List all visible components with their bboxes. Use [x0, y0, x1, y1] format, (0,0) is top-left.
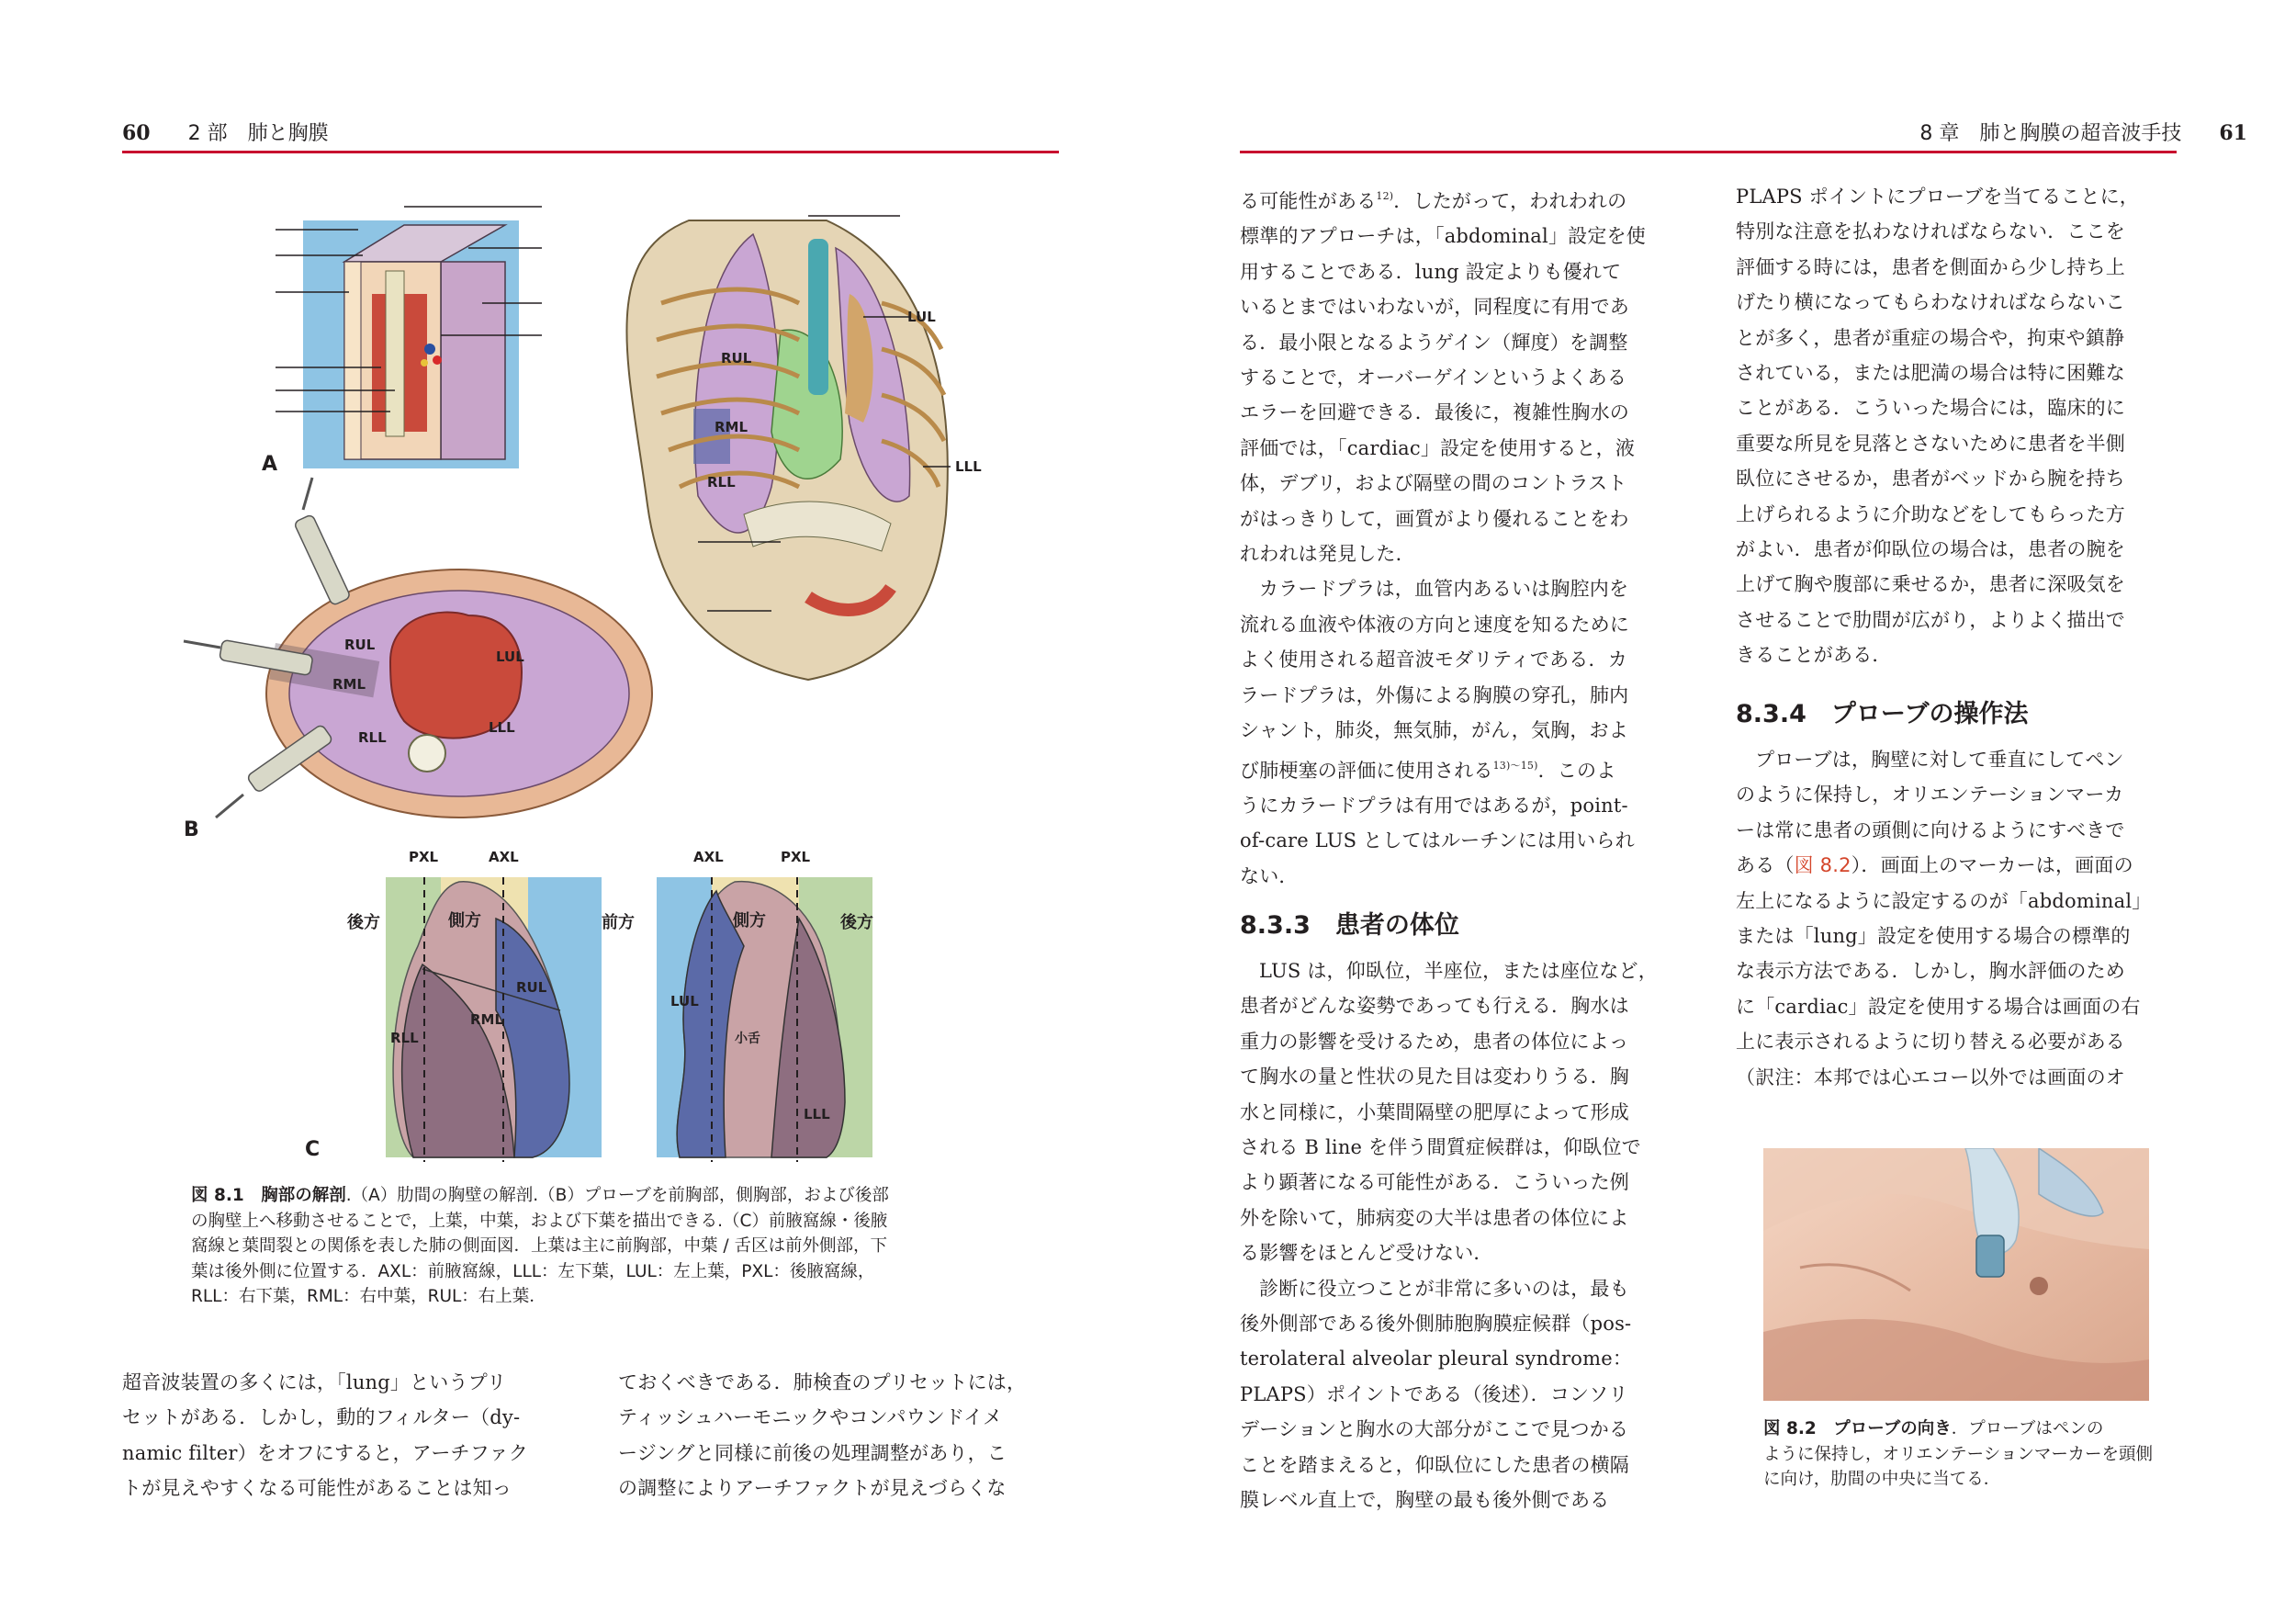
- lat-right-axl: AXL: [693, 849, 724, 865]
- r1p2-line-8: of-care LUS としてはルーチンには用いられ: [1240, 829, 1635, 852]
- r1p4-line-3: terolateral alveolar pleural syndrome：: [1240, 1348, 1633, 1370]
- caption-8-1-line-3: 窩線と葉間裂との関係を表した肺の側面図．上葉は主に前胸部，中葉 / 舌区は前外側部，下: [191, 1236, 887, 1256]
- figure-8-2-photo: [1763, 1148, 2149, 1401]
- r2p2-line-4b: ）．画面上のマーカーは，画面の: [1851, 854, 2133, 877]
- lat-right-posterior: 後方: [840, 913, 873, 932]
- left-col1-line-4: トが見えやすくなる可能性があることは知っ: [122, 1477, 512, 1500]
- lat-right-lingula: 小舌: [735, 1032, 760, 1046]
- r1p1-line-8: 評価では，「cardiac」設定を使用すると，液: [1240, 436, 1636, 459]
- caption-8-2-label: 図 8.2 プローブの向き: [1763, 1419, 1952, 1438]
- r2p1-line-4: げたり横になってもらわなければならないこ: [1736, 291, 2125, 314]
- r1p1-line-9: 体，デブリ，および隔壁の間のコントラスト: [1240, 472, 1627, 495]
- r2p1-line-1: PLAPS ポイントにプローブを当てることに，: [1736, 186, 2139, 208]
- left-col-2: [618, 1365, 1064, 1506]
- r2p2-line-5: 左上になるように設定するのが「abdominal」: [1736, 889, 2152, 912]
- caption-8-2-line-2: ように保持し，オリエンテーションマーカーを頭側に向け，肋間の中央に当てる．: [1763, 1444, 2154, 1489]
- r1p1-line-1b: ．したがって，われわれの: [1393, 190, 1627, 212]
- section-label-rml: RML: [332, 676, 366, 693]
- r1p4-line-6: ことを踏まえると，仰臥位にした患者の横隔: [1240, 1453, 1629, 1476]
- right-col-2-top: [1736, 179, 2177, 673]
- r2p1-line-7: ことがある．こういった場合には，臨床的に: [1736, 397, 2125, 420]
- r1p3-line-6: される B line を伴う間質症候群は，仰臥位で: [1240, 1136, 1641, 1159]
- figure-8-1-caption: [191, 1183, 1018, 1310]
- figure-8-2-link[interactable]: 図 8.2: [1794, 854, 1851, 877]
- r1p2-line-5: シャント，肺炎，無気肺，がん，気胸，およ: [1240, 719, 1628, 742]
- caption-8-2-line-1: ．プローブはペンの: [1951, 1419, 2104, 1438]
- section-heading-8-3-4: 8.3.4 プローブの操作法: [1736, 700, 2029, 728]
- right-page: [1148, 0, 2296, 1624]
- probe-anterior: [294, 478, 351, 606]
- r1p3-line-7: より顕著になる可能性がある．こういった例: [1240, 1171, 1629, 1194]
- r2p1-line-6: されている，または肥満の場合は特に困難な: [1736, 362, 2125, 385]
- panel-b-cross-section: [184, 478, 652, 841]
- r1p3-line-9: る影響をほとんど受けない．: [1240, 1242, 1493, 1265]
- right-running-head: [1919, 118, 2247, 154]
- section-label-lll: LLL: [489, 719, 515, 736]
- r2p1-line-9: 臥位にさせるか，患者がベッドから腕を持ち: [1736, 468, 2125, 491]
- r1p1-line-7: エラーを回避できる．最後に，複雑性胸水の: [1240, 401, 1629, 424]
- r1p1-line-3: 用することである．lung 設定よりも優れて: [1240, 260, 1622, 283]
- panel-b-label: B: [184, 818, 199, 841]
- left-col1-line-1: 超音波装置の多くには，「lung」というプリ: [122, 1371, 507, 1393]
- r2p2-line-1: プローブは，胸壁に対して垂直にしてペン: [1755, 749, 2124, 771]
- r2p1-line-11: がよい．患者が仰臥位の場合は，患者の腕を: [1736, 538, 2125, 561]
- left-col2-line-4: の調整によりアーチファクトが見えづらくな: [618, 1477, 1007, 1500]
- ref-12: 12): [1376, 190, 1394, 202]
- lat-right-lul: LUL: [670, 993, 699, 1009]
- lat-left-lateral: 側方: [448, 911, 481, 930]
- lat-left-rul: RUL: [516, 979, 547, 996]
- r1p2-line-6a: び肺梗塞の評価に使用される: [1240, 759, 1493, 782]
- r2p1-line-8: 重要な所見を見落とさないために患者を半側: [1736, 432, 2125, 455]
- r2p1-line-5: とが多く，患者が重症の場合や，拘束や鎮静: [1736, 326, 2125, 349]
- right-col-1-bottom: [1240, 953, 1690, 1518]
- part-title: 2 部 肺と胸膜: [187, 122, 329, 145]
- r1p4-line-1: 診断に役立つことが非常に多いのは，最も: [1259, 1277, 1629, 1300]
- left-col1-line-3: namic filter）をオフにすると，アーチファク: [122, 1441, 528, 1464]
- r2p1-line-2: 特別な注意を払わなければならない．ここを: [1736, 220, 2125, 243]
- panel-a-chest-wall: [262, 207, 542, 476]
- figure-8-1: [165, 184, 1047, 1180]
- r1p1-line-5: る．最小限となるようゲイン（輝度）を調整: [1240, 331, 1628, 354]
- lat-left-posterior: 後方: [347, 913, 380, 932]
- caption-8-1-line-1: .（A）肋間の胸壁の解剖.（B）プローブを前胸部，側胸部，および後部: [345, 1186, 889, 1205]
- r1p1-line-10: がはっきりして，画質がより優れることをわ: [1240, 507, 1629, 530]
- chest-label-lul: LUL: [907, 309, 936, 325]
- lat-left-pxl: PXL: [409, 849, 439, 865]
- left-col1-line-2: セットがある．しかし，動的フィルター（dy-: [122, 1406, 521, 1429]
- r2p2-line-9: 上に表示されるように切り替える必要がある: [1736, 1031, 2125, 1054]
- r1p2-line-6b: ．このよ: [1537, 759, 1616, 782]
- figure-8-2-caption: [1763, 1416, 2167, 1493]
- r1p1-line-11: れわれは発見した．: [1240, 543, 1415, 566]
- r2p2-line-3: ーは常に患者の頭側に向けるようにすべきで: [1736, 818, 2125, 841]
- left-header-rule: [122, 151, 1059, 153]
- caption-8-1-line-4: 葉は後外側に位置する．AXL：前腋窩線，LLL：左下葉，LUL：左上葉，PXL：後腋窩線，: [191, 1261, 875, 1281]
- r2p2-line-4a: ある（: [1736, 854, 1795, 877]
- r1p1-line-6: することで，オーバーゲインというよくある: [1240, 367, 1627, 389]
- r1p2-line-4: ラードプラは，外傷による胸膜の穿孔，肺内: [1240, 683, 1629, 706]
- left-col2-line-1: ておくべきである．肺検査のプリセットには，: [618, 1371, 1027, 1393]
- r2p1-line-13: させることで肋間が広がり，よりよく描出で: [1736, 608, 2125, 631]
- lat-left-rll: RLL: [390, 1030, 419, 1046]
- section-heading-8-3-3: 8.3.3 患者の体位: [1240, 911, 1459, 940]
- r2p1-line-3: 評価する時には，患者を側面から少し持ち上: [1736, 255, 2125, 278]
- section-label-rll: RLL: [358, 729, 387, 746]
- chapter-title: 8 章 肺と胸膜の超音波手技: [1919, 122, 2182, 145]
- panel-a-label: A: [262, 453, 278, 476]
- left-col-1: [122, 1365, 568, 1506]
- r2p1-line-14: きることがある．: [1736, 644, 1892, 667]
- right-col-1-top: [1240, 179, 1690, 894]
- r1p1-line-2: 標準的アプローチは，「abdominal」設定を使: [1240, 225, 1646, 248]
- r2p2-line-8: に「cardiac」設定を使用する場合は画面の右: [1736, 995, 2141, 1018]
- lat-right-lateral: 側方: [733, 911, 766, 930]
- caption-8-1-label: 図 8.1 胸部の解剖: [191, 1186, 346, 1205]
- r1p3-line-5: 水と同様に，小葉間隔壁の肥厚によって形成: [1240, 1100, 1629, 1123]
- r2p1-line-12: 上げて胸や腹部に乗せるか，患者に深吸気を: [1736, 573, 2125, 596]
- r1p2-line-7: うにカラードプラは有用ではあるが，point-: [1240, 794, 1628, 817]
- lat-left-axl: AXL: [489, 849, 519, 865]
- r1p1-line-4: いるとまではいわないが，同程度に有用であ: [1240, 296, 1629, 319]
- r1p2-line-3: よく使用される超音波モダリティである．カ: [1240, 648, 1627, 671]
- r1p3-line-8: 外を除いて，肺病変の大半は患者の体位によ: [1240, 1206, 1629, 1229]
- r1p3-line-2: 患者がどんな姿勢であっても行える．胸水は: [1240, 995, 1629, 1018]
- caption-8-1-line-2: の胸壁上へ移動させることで，上葉，中葉，および下葉を描出できる.（C）前腋窩線・後腋: [191, 1211, 888, 1231]
- r1p2-line-1: カラードプラは，血管内あるいは胸腔内を: [1259, 578, 1629, 601]
- panel-c-lateral-views: [305, 849, 873, 1162]
- lat-right-pxl: PXL: [781, 849, 811, 865]
- r1p3-line-1: LUS は，仰臥位，半座位，または座位など，: [1259, 960, 1658, 982]
- r2p2-line-10: （訳注：本邦では心エコー以外では画面のオ: [1736, 1066, 2125, 1088]
- lat-left-rml: RML: [470, 1011, 504, 1028]
- left-page-number: 60: [122, 121, 151, 145]
- section-label-rul: RUL: [344, 637, 376, 653]
- r1p3-line-3: 重力の影響を受けるため，患者の体位によっ: [1240, 1030, 1629, 1053]
- right-col-2-bottom: [1736, 742, 2177, 1095]
- chest-label-rll: RLL: [707, 474, 736, 491]
- caption-8-1-line-5: RLL：右下葉，RML：右中葉，RUL：右上葉．: [191, 1287, 546, 1306]
- r1p2-line-9: ない．: [1240, 864, 1299, 887]
- r2p1-line-10: 上げられるように介助などをしてもらった方: [1736, 502, 2125, 525]
- left-running-head: [122, 118, 329, 154]
- ref-13-15: 13)～15): [1492, 759, 1538, 772]
- r1p4-line-7: 膜レベル直上で，胸壁の最も後外側である: [1240, 1489, 1610, 1512]
- right-header-rule: [1240, 151, 2177, 153]
- r1p1-line-1a: る可能性がある: [1240, 190, 1377, 212]
- r1p4-line-5: デーションと胸水の大部分がここで見つかる: [1240, 1418, 1629, 1441]
- r2p2-line-6: または「lung」設定を使用する場合の標準的: [1736, 925, 2131, 948]
- lat-right-anterior: 前方: [602, 913, 635, 932]
- r2p2-line-2: のように保持し，オリエンテーションマーカ: [1736, 784, 2124, 806]
- left-col2-line-3: ージングと同様に前後の処理調整があり，こ: [618, 1441, 1007, 1464]
- panel-c-label: C: [305, 1138, 321, 1161]
- lat-right-lll: LLL: [804, 1106, 830, 1122]
- r1p4-line-2: 後外側部である後外側肺胞胸膜症候群（pos-: [1240, 1313, 1632, 1336]
- chest-overview: [626, 216, 982, 680]
- chest-label-rul: RUL: [721, 350, 752, 367]
- right-page-number: 61: [2219, 121, 2247, 145]
- r1p4-line-4: PLAPS）ポイントである（後述）．コンソリ: [1240, 1382, 1628, 1405]
- r1p2-line-2: 流れる血液や体液の方向と速度を知るために: [1240, 613, 1629, 636]
- r2p2-line-7: な表示方法である．しかし，胸水評価のため: [1736, 960, 2125, 983]
- r1p3-line-4: て胸水の量と性状の見た目は変わりうる．胸: [1240, 1066, 1629, 1088]
- chest-label-lll: LLL: [955, 458, 982, 475]
- chest-label-rml: RML: [715, 419, 748, 435]
- section-label-lul: LUL: [496, 648, 524, 665]
- left-col2-line-2: ティッシュハーモニックやコンパウンドイメ: [618, 1406, 1003, 1429]
